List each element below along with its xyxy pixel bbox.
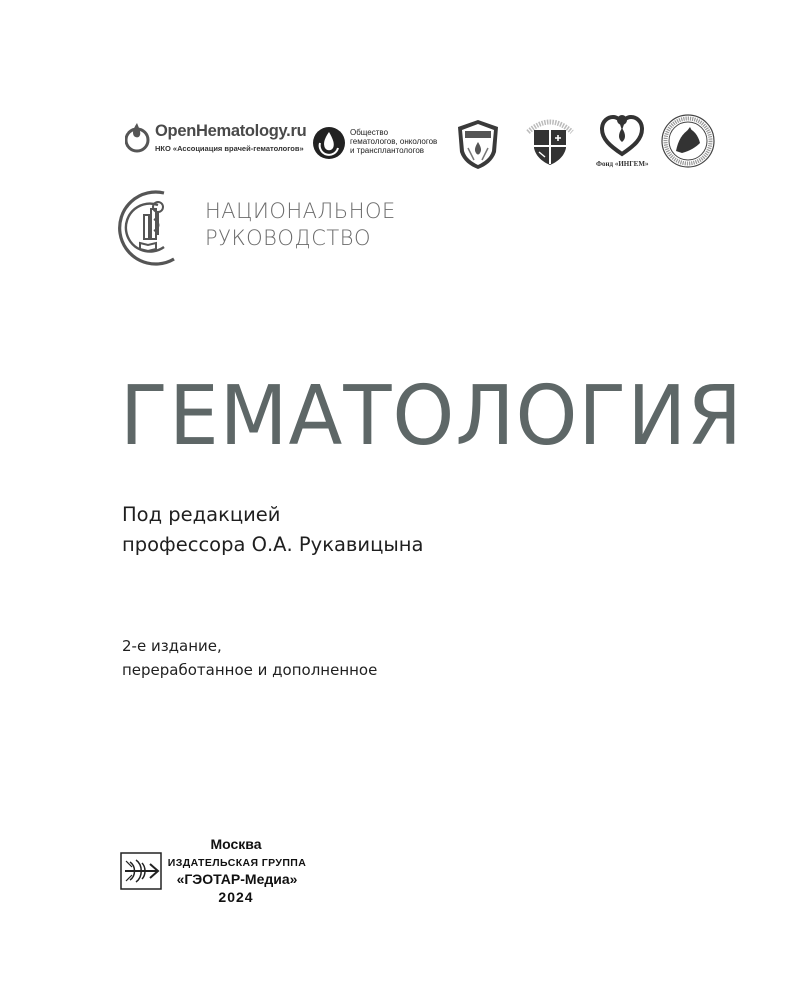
openhematology-subtitle: НКО «Ассоциация врачей-гематологов» <box>155 144 304 153</box>
fund-ingem-logo <box>596 112 648 172</box>
publisher-city: Москва <box>210 836 262 852</box>
national-guide-logo <box>112 185 192 269</box>
publication-year: 2024 <box>218 889 254 905</box>
fund-caption: Фонд «ИНГЕМ» <box>596 160 649 168</box>
publisher-name: «ГЭОТАР-Медиа» <box>176 871 298 887</box>
association-badge-logo <box>518 112 582 170</box>
edition-line2: переработанное и дополненное <box>122 661 378 679</box>
book-title: ГЕМАТОЛОГИЯ <box>120 369 743 464</box>
round-seal-icon <box>660 113 716 169</box>
shield-badge-logo <box>455 118 501 170</box>
editor-block <box>122 500 423 560</box>
national-guide-emblem-icon <box>112 185 192 269</box>
edition-line1: 2-е издание, <box>122 637 222 655</box>
edition-block <box>122 634 377 682</box>
society-name-line3: и трансплантологов <box>350 146 425 155</box>
editor-line1: Под редакцией <box>122 503 281 526</box>
drop-icon <box>125 120 151 154</box>
series-title <box>205 198 396 252</box>
cross-shield-icon <box>518 112 582 170</box>
fund-emblem-icon <box>596 112 648 158</box>
publisher-logo <box>120 852 162 890</box>
round-seal-logo <box>660 113 716 169</box>
publisher-emblem-icon <box>120 852 162 890</box>
society-name-line1: Общество <box>350 128 389 137</box>
openhematology-logo <box>125 120 307 160</box>
openhematology-brand: OpenHematology.ru <box>155 122 307 140</box>
series-title-line1: НАЦИОНАЛЬНОЕ <box>205 199 396 223</box>
society-emblem-icon <box>312 126 346 160</box>
society-logo <box>312 124 447 162</box>
series-title-line2: РУКОВОДСТВО <box>205 226 371 250</box>
society-name-line2: гематологов, онкологов <box>350 137 438 146</box>
editor-line2: профессора О.А. Рукавицына <box>122 533 424 556</box>
shield-badge-icon <box>455 118 501 170</box>
publisher-group: ИЗДАТЕЛЬСКАЯ ГРУППА <box>167 857 307 869</box>
